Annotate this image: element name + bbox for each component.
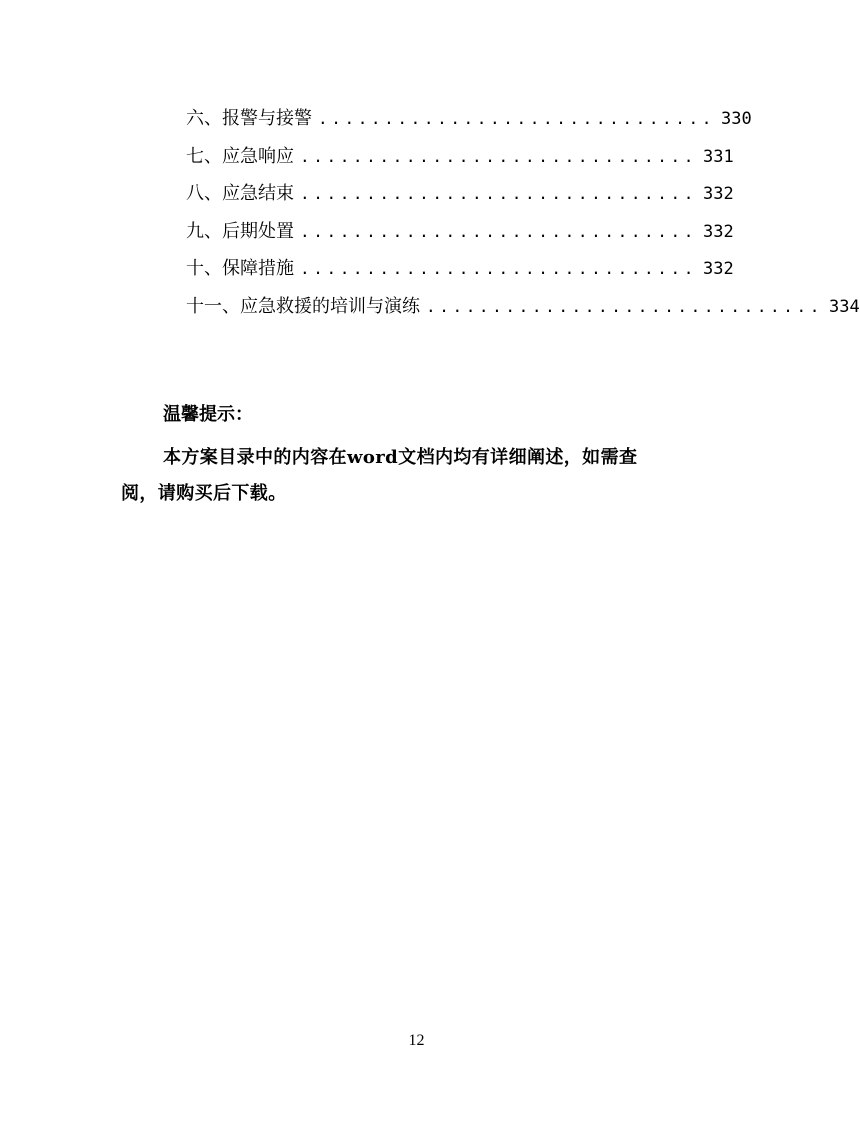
toc-dot-leader: .............................. — [300, 259, 697, 278]
toc-entry-alarm[interactable] — [186, 106, 752, 144]
toc-entry-end[interactable] — [186, 181, 734, 219]
table-of-contents — [186, 106, 860, 331]
toc-dot-leader: .............................. — [426, 296, 823, 316]
toc-entry-label: 七、应急响应 — [186, 145, 294, 167]
toc-dot-leader: .............................. — [300, 221, 697, 241]
toc-entry-label: 九、后期处置 — [186, 220, 294, 242]
toc-entry-label: 十一、应急救援的培训与演练 — [186, 295, 420, 317]
toc-dot-leader: .............................. — [300, 184, 697, 203]
toc-entry-label: 六、报警与接警 — [186, 108, 312, 129]
toc-page-number: 334 — [828, 296, 860, 317]
notice-body: 本方案目录中的内容在word文档内均有详细阐述，如需查阅，请购买后下载。 — [121, 447, 638, 504]
toc-entry-training[interactable] — [186, 294, 860, 332]
toc-page-number: 332 — [702, 259, 734, 279]
toc-page-number: 331 — [702, 146, 734, 167]
toc-entry-safeguards[interactable] — [186, 256, 734, 294]
toc-page-number: 330 — [720, 109, 752, 129]
toc-entry-label: 十、保障措施 — [186, 258, 294, 279]
toc-dot-leader: .............................. — [300, 146, 697, 166]
toc-page-number: 332 — [702, 184, 734, 204]
notice-title: 温馨提示： — [163, 404, 253, 425]
toc-entry-response[interactable] — [186, 144, 734, 182]
toc-dot-leader: .............................. — [318, 109, 715, 128]
toc-page-number: 332 — [702, 221, 734, 242]
toc-entry-aftermath[interactable] — [186, 219, 734, 257]
notice-section — [121, 400, 674, 512]
page-number: 12 — [408, 1032, 425, 1049]
toc-entry-label: 八、应急结束 — [186, 183, 294, 204]
